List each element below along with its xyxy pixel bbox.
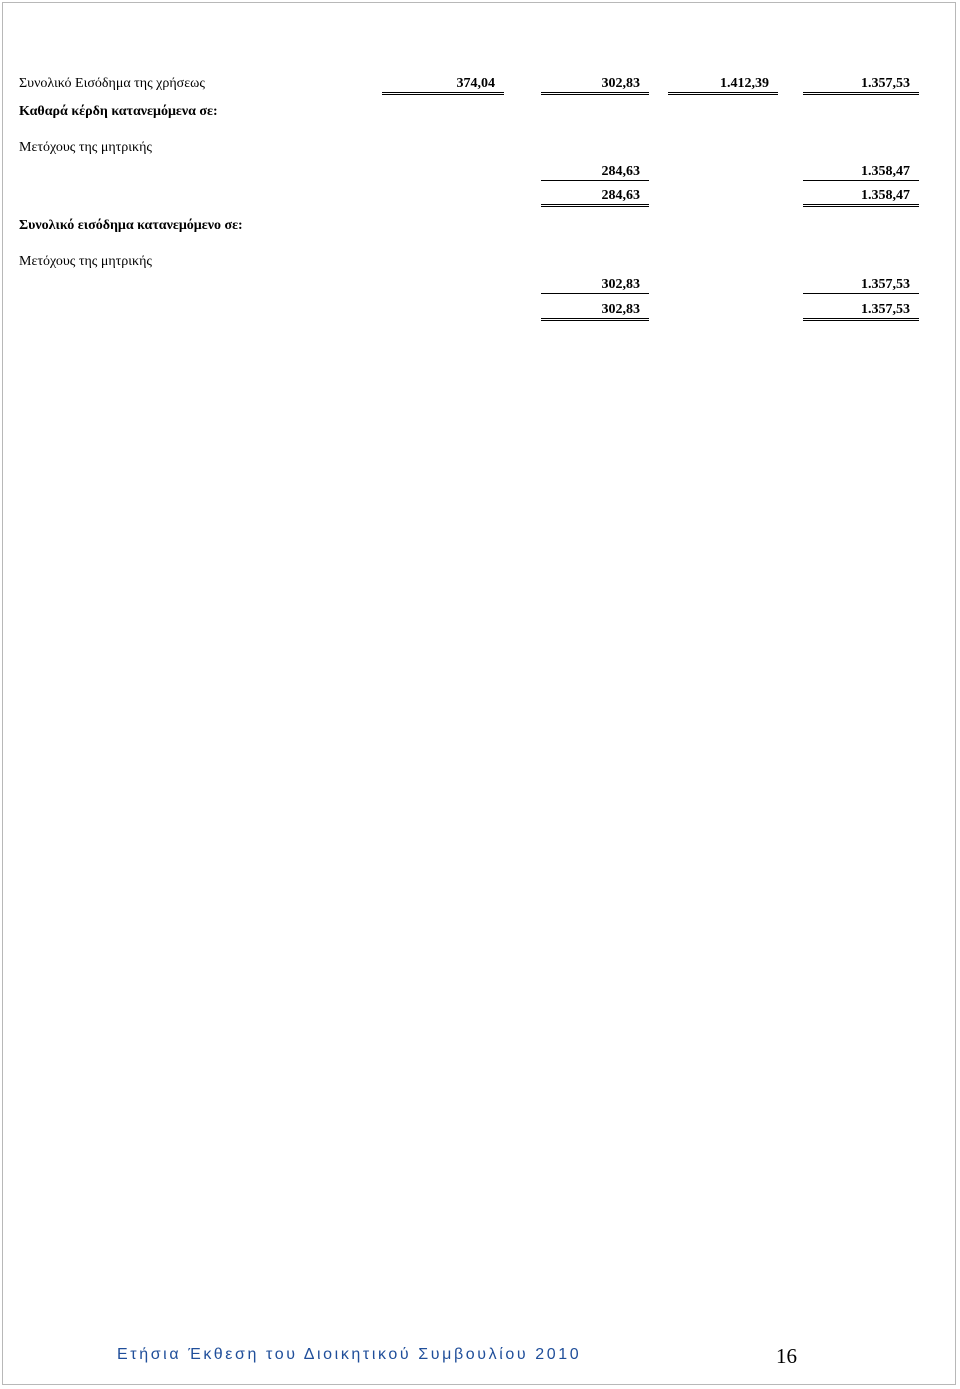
profit-total-value-1: 284,63 <box>541 188 649 207</box>
comprehensive-parent-value-2: 1.357,53 <box>803 277 919 294</box>
total-income-value-2: 302,83 <box>541 76 649 95</box>
profit-parent-value-2: 1.358,47 <box>803 164 919 181</box>
comprehensive-total-value-2: 1.357,53 <box>803 302 919 321</box>
comprehensive-parent-label: Μετόχους της μητρικής <box>19 254 152 269</box>
total-income-value-4: 1.357,53 <box>803 76 919 95</box>
profit-parent-label: Μετόχους της μητρικής <box>19 140 152 155</box>
comprehensive-income-heading: Συνολικό εισόδημα κατανεμόμενο σε: <box>19 218 243 233</box>
total-income-label: Συνολικό Εισόδημα της χρήσεως <box>19 76 205 91</box>
comprehensive-total-value-1: 302,83 <box>541 302 649 321</box>
comprehensive-parent-value-1: 302,83 <box>541 277 649 294</box>
page-number: 16 <box>776 1344 797 1368</box>
page-border <box>2 2 956 1385</box>
net-profit-heading: Καθαρά κέρδη κατανεμόμενα σε: <box>19 104 218 119</box>
total-income-value-3: 1.412,39 <box>668 76 778 95</box>
profit-total-value-2: 1.358,47 <box>803 188 919 207</box>
report-footer-title: Ετήσια Έκθεση του Διοικητικού Συμβουλίου 2010 <box>117 1346 582 1363</box>
profit-parent-value-1: 284,63 <box>541 164 649 181</box>
total-income-value-1: 374,04 <box>382 76 504 95</box>
